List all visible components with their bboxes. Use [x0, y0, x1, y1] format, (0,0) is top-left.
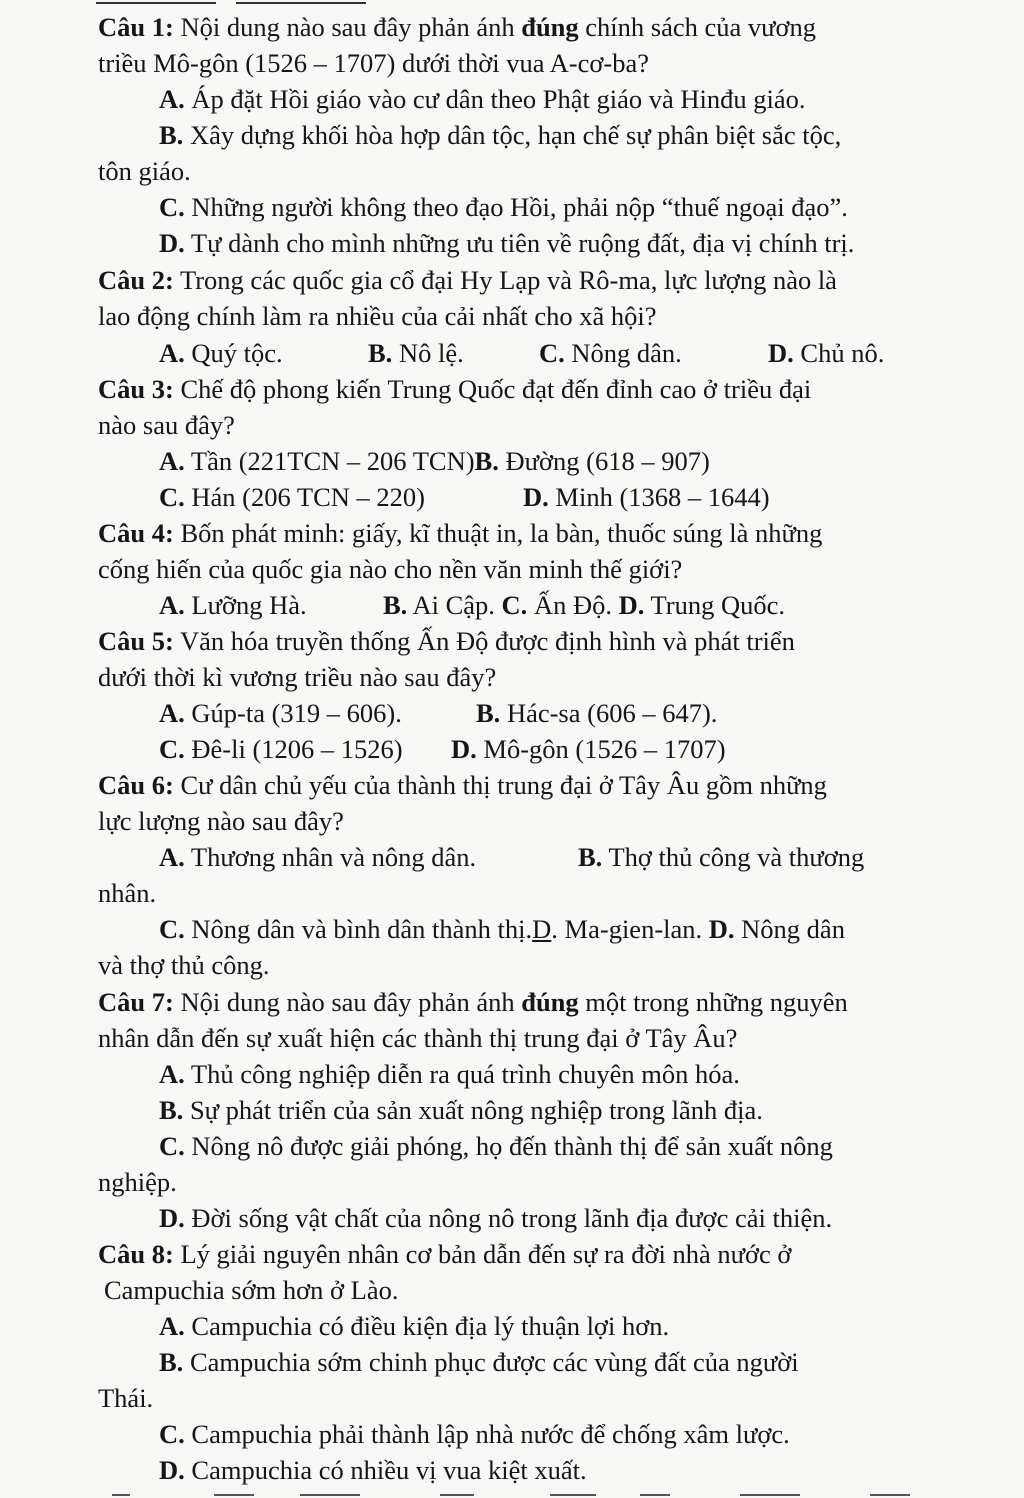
stray-option-text: . Ma-gien-lan. [551, 914, 709, 944]
question-7-option-b [159, 1092, 763, 1128]
question-3-option-c [159, 479, 425, 515]
option-key: D. [159, 228, 185, 258]
option-text: Gúp-ta (319 – 606). [184, 698, 402, 728]
question-6-options-row-3 [159, 911, 845, 947]
question-3-options-row-1 [159, 443, 710, 479]
question-2-option-c [539, 335, 682, 371]
option-key: D. [451, 734, 477, 764]
question-7-option-c [159, 1128, 833, 1164]
question-6-option-b-continued [98, 875, 156, 911]
option-text: Nông dân. [564, 338, 682, 368]
question-5-line-2 [98, 659, 496, 695]
text-fragment [112, 1494, 130, 1496]
question-5-line-1 [98, 623, 795, 659]
option-key: D. [159, 1203, 185, 1233]
question-2-option-a [159, 335, 283, 371]
question-6-label: Câu 6: [98, 770, 174, 800]
option-text: Mô-gôn (1526 – 1707) [476, 734, 726, 764]
question-7-label: Câu 7: [98, 987, 174, 1017]
option-text: Ấn Độ. [527, 590, 612, 620]
option-text-continued: nhân. [98, 878, 157, 908]
question-4-options-rest [383, 587, 785, 623]
question-1-option-a [159, 81, 806, 117]
question-1-option-b [159, 117, 841, 153]
text-fragment [870, 1494, 910, 1496]
option-key: C. [501, 590, 528, 620]
option-key: B. [383, 590, 408, 620]
question-8-stem-part-1: Lý giải nguyên nhân cơ bản dẫn đến sự ra đời nhà nước ở [173, 1239, 792, 1269]
question-5-label: Câu 5: [98, 626, 174, 656]
option-key: B. [578, 842, 603, 872]
text-fragment [640, 1494, 670, 1496]
question-7-option-d [159, 1200, 832, 1236]
question-4-stem-part-1: Bốn phát minh: giấy, kĩ thuật in, la bàn, thuốc súng là những [173, 518, 823, 548]
question-6-option-a [159, 839, 476, 875]
question-2-option-b [368, 335, 464, 371]
question-3-label: Câu 3: [98, 374, 174, 404]
option-key: C. [159, 482, 185, 512]
question-2-line-2 [98, 298, 657, 334]
question-1-option-c [159, 189, 848, 225]
question-1-stem-part-1: Nội dung nào sau đây phản ánh [173, 12, 522, 42]
question-7-stem-part-2: một trong những nguyên [578, 987, 848, 1017]
question-2-line-1 [98, 262, 837, 298]
option-key: C. [159, 1419, 185, 1449]
question-5-option-d [451, 731, 726, 767]
option-text: Nông nô được giải phóng, họ đến thành thị để sản xuất nông [184, 1131, 833, 1161]
question-1-stem-part-3: triều Mô-gôn (1526 – 1707) dưới thời vua A-cơ-ba? [98, 48, 649, 78]
question-8-stem-part-2: Campuchia sớm hơn ở Lào. [104, 1275, 399, 1305]
option-text: Campuchia có điều kiện địa lý thuận lợi hơn. [184, 1311, 670, 1341]
question-6-option-d-continued [98, 947, 270, 983]
option-text: Đời sống vật chất của nông nô trong lãnh địa được cải thiện. [184, 1203, 833, 1233]
question-4-line-1 [98, 515, 822, 551]
option-text: Nông dân và bình dân thành thị. [184, 914, 533, 944]
question-1-emphasis: đúng [521, 12, 579, 42]
question-4-stem-part-2: cống hiến của quốc gia nào cho nền văn minh thế giới? [98, 554, 683, 584]
option-text: Campuchia phải thành lập nhà nước để chống xâm lược. [184, 1419, 790, 1449]
option-text: Ai Cập. [407, 590, 495, 620]
option-text: Xây dựng khối hòa hợp dân tộc, hạn chế sự phân biệt sắc tộc, [183, 120, 842, 150]
question-3-option-d [523, 479, 770, 515]
option-text: Những người không theo đạo Hồi, phải nộp “thuế ngoại đạo”. [184, 192, 848, 222]
option-key: B. [159, 1095, 184, 1125]
option-key: B. [159, 120, 184, 150]
question-3-line-1 [98, 371, 811, 407]
option-key: A. [159, 1311, 185, 1341]
question-2-stem-part-1: Trong các quốc gia cổ đại Hy Lạp và Rô-ma, lực lượng nào là [173, 265, 837, 295]
question-1-line-1 [98, 9, 816, 45]
question-8-label: Câu 8: [98, 1239, 174, 1269]
question-6-stem-part-2: lực lượng nào sau đây? [98, 806, 344, 836]
question-6-line-2 [98, 803, 344, 839]
question-2-option-d [768, 335, 884, 371]
option-key: B. [474, 446, 499, 476]
text-fragment [740, 1494, 800, 1496]
stray-option-key: D [532, 914, 552, 944]
question-5-option-a [159, 695, 402, 731]
option-text-continued: nghiệp. [98, 1167, 177, 1197]
question-8-line-1 [98, 1236, 791, 1272]
option-text: Tần (221TCN – 206 TCN) [184, 446, 475, 476]
option-text: Thủ công nghiệp diễn ra quá trình chuyên môn hóa. [184, 1059, 740, 1089]
option-key: D. [159, 1455, 185, 1485]
question-7-option-c-continued [98, 1164, 177, 1200]
option-text: Lưỡng Hà. [184, 590, 307, 620]
option-key: B. [159, 1347, 184, 1377]
question-3-stem-part-1: Chế độ phong kiến Trung Quốc đạt đến đỉnh cao ở triều đại [173, 374, 812, 404]
question-2-label: Câu 2: [98, 265, 174, 295]
question-7-stem-part-1: Nội dung nào sau đây phản ánh [173, 987, 522, 1017]
question-6-option-b [578, 839, 864, 875]
option-key: C. [159, 734, 185, 764]
top-rule-left [96, 2, 216, 4]
option-text: Sự phát triển của sản xuất nông nghiệp trong lãnh địa. [183, 1095, 763, 1125]
question-7-line-1 [98, 984, 848, 1020]
option-text: Đường (618 – 907) [498, 446, 710, 476]
option-key: A. [159, 446, 185, 476]
option-text: Nông dân [734, 914, 845, 944]
question-8-line-2 [104, 1272, 398, 1308]
text-fragment [214, 1494, 254, 1496]
option-text-continued: tôn giáo. [98, 156, 191, 186]
option-text-continued: và thợ thủ công. [98, 950, 270, 980]
option-key: D. [618, 590, 645, 620]
question-6-line-1 [98, 767, 827, 803]
question-1-option-d [159, 225, 854, 261]
question-4-label: Câu 4: [98, 518, 174, 548]
option-text: Đê-li (1206 – 1526) [184, 734, 403, 764]
option-key: C. [159, 914, 185, 944]
option-key: A. [159, 698, 185, 728]
option-key: D. [523, 482, 549, 512]
question-8-option-b-continued [98, 1380, 153, 1416]
option-text: Nô lệ. [392, 338, 464, 368]
question-5-stem-part-1: Văn hóa truyền thống Ấn Độ được định hình và phát triển [173, 626, 795, 656]
option-text: Chủ nô. [793, 338, 885, 368]
question-8-option-c [159, 1416, 790, 1452]
question-3-stem-part-2: nào sau đây? [98, 410, 235, 440]
question-7-stem-part-3: nhân dẫn đến sự xuất hiện các thành thị trung đại ở Tây Âu? [98, 1023, 738, 1053]
option-text: Hác-sa (606 – 647). [500, 698, 718, 728]
question-6-stem-part-1: Cư dân chủ yếu của thành thị trung đại ở Tây Âu gồm những [173, 770, 827, 800]
option-key: A. [159, 842, 185, 872]
question-2-stem-part-2: lao động chính làm ra nhiều của cải nhất cho xã hội? [98, 301, 657, 331]
question-5-option-c [159, 731, 403, 767]
option-key: C. [159, 192, 185, 222]
option-key: B. [476, 698, 501, 728]
option-text: Hán (206 TCN – 220) [184, 482, 425, 512]
option-key: D. [708, 914, 735, 944]
top-rule-right [236, 2, 366, 4]
question-3-line-2 [98, 407, 235, 443]
question-1-line-2 [98, 45, 649, 81]
question-4-line-2 [98, 551, 682, 587]
cut-off-next-line [0, 1486, 1024, 1498]
option-text: Thợ thủ công và thương [602, 842, 865, 872]
question-7-line-2 [98, 1020, 737, 1056]
option-text: Thương nhân và nông dân. [184, 842, 477, 872]
question-4-option-a [159, 587, 307, 623]
option-text: Campuchia sớm chinh phục được các vùng đất của người [183, 1347, 799, 1377]
question-7-option-a [159, 1056, 740, 1092]
option-text: Minh (1368 – 1644) [548, 482, 770, 512]
question-1-label: Câu 1: [98, 12, 174, 42]
question-8-option-a [159, 1308, 669, 1344]
text-fragment [550, 1494, 596, 1496]
option-key: A. [159, 590, 185, 620]
option-key: C. [539, 338, 565, 368]
option-key: B. [368, 338, 393, 368]
option-key: D. [768, 338, 794, 368]
option-text: Quý tộc. [184, 338, 283, 368]
text-fragment [300, 1494, 360, 1496]
question-8-option-d [159, 1452, 587, 1488]
option-text: Campuchia có nhiều vị vua kiệt xuất. [184, 1455, 587, 1485]
option-text: Áp đặt Hồi giáo vào cư dân theo Phật giáo và Hinđu giáo. [184, 84, 806, 114]
question-1-stem-part-2: chính sách của vương [578, 12, 817, 42]
question-5-stem-part-2: dưới thời kì vương triều nào sau đây? [98, 662, 497, 692]
question-8-option-b [159, 1344, 799, 1380]
option-text-continued: Thái. [98, 1383, 154, 1413]
option-key: A. [159, 338, 185, 368]
question-1-option-b-continued [98, 153, 191, 189]
question-5-option-b [476, 695, 717, 731]
option-key: A. [159, 84, 185, 114]
option-key: C. [159, 1131, 185, 1161]
question-7-emphasis: đúng [521, 987, 579, 1017]
option-text: Tự dành cho mình những ưu tiên về ruộng đất, địa vị chính trị. [184, 228, 855, 258]
text-fragment [440, 1494, 474, 1496]
option-text: Trung Quốc. [644, 590, 785, 620]
option-key: A. [159, 1059, 185, 1089]
